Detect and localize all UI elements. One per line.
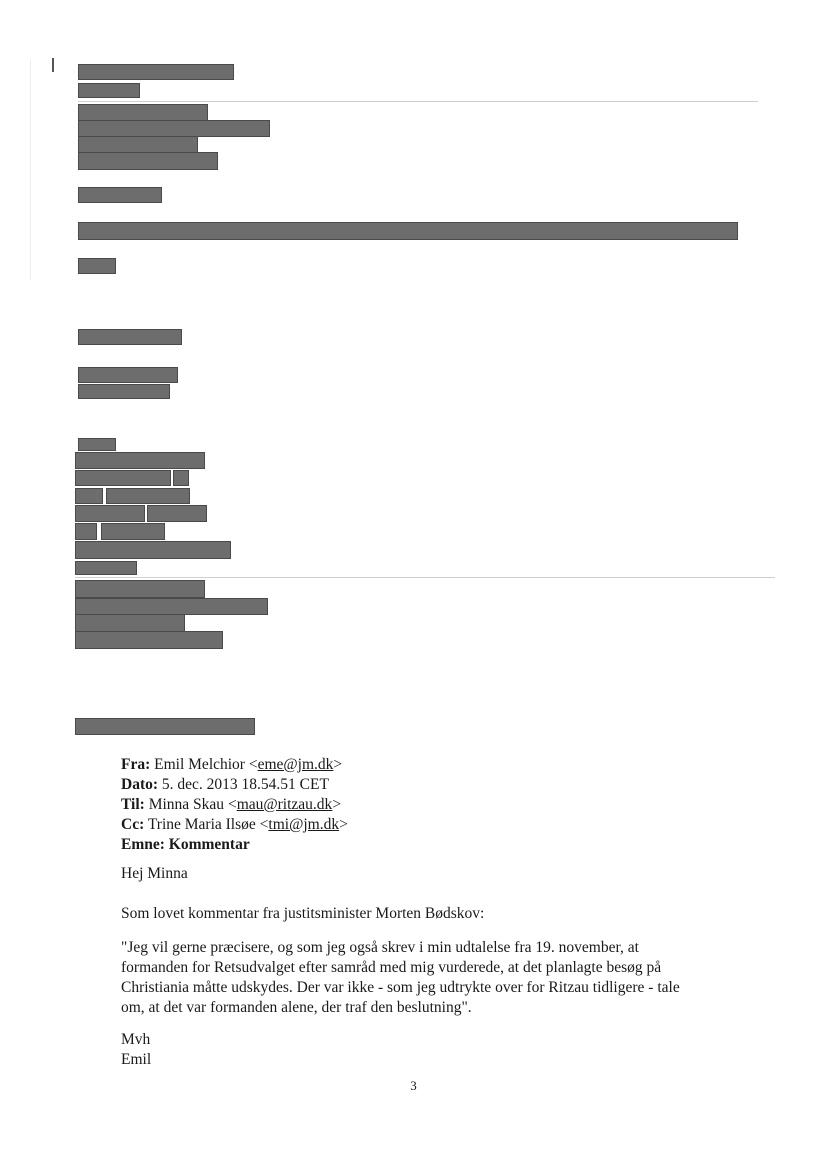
subject-row [121,835,348,855]
cc-label: Cc: [121,816,145,833]
redaction-block [75,452,205,469]
quote-line: formanden for Retsudvalget efter samråd med mig vurderede, at det planlagte besøg på [121,959,662,976]
email-quote [121,938,721,1018]
redaction-block [147,505,207,522]
redaction-block [173,470,189,486]
redaction-block [78,83,140,98]
redaction-block [101,523,165,540]
divider-line [78,101,758,102]
date-label: Dato: [121,776,159,793]
redaction-block [75,561,137,575]
redaction-block [75,470,171,486]
email-greeting: Hej Minna [121,865,188,882]
redaction-block [78,64,234,80]
redaction-block [75,488,103,504]
date-value: 5. dec. 2013 18.54.51 CET [161,776,329,793]
redaction-block [78,367,178,383]
redaction-block [75,718,255,735]
to-name: Minna Skau [148,796,225,813]
cc-email-link[interactable]: tmi@jm.dk [268,816,340,833]
cc-name: Trine Maria Ilsøe [147,816,256,833]
from-row: Fra: Emil Melchior <eme@jm.dk> [121,756,343,773]
redaction-block [78,329,182,345]
redaction-block [78,187,162,203]
redaction-block [78,258,116,274]
quote-line: "Jeg vil gerne præcisere, og som jeg også skrev i min udtalelse fra 19. november, at [121,939,639,956]
quote-line: om, at det var formanden alene, der traf den beslutning". [121,999,472,1016]
scan-margin-line [30,60,31,280]
cc-row: Cc: Trine Maria Ilsøe <tmi@jm.dk> [121,816,348,833]
from-name: Emil Melchior [154,756,245,773]
redaction-block [75,523,97,540]
to-label: Til: [121,796,145,813]
subject-label: Emne: [121,836,165,853]
to-row: Til: Minna Skau <mau@ritzau.dk> [121,796,342,813]
redaction-block [75,598,268,615]
redaction-block [78,152,218,170]
email-signoff: Mvh [121,1031,151,1048]
redaction-block [75,631,223,649]
redaction-block [75,614,185,632]
redaction-block [78,438,116,451]
redaction-block [78,222,738,240]
from-label: Fra: [121,756,151,773]
from-email-link[interactable]: eme@jm.dk [257,756,334,773]
email-intro: Som lovet kommentar fra justitsminister Morten Bødskov: [121,905,485,922]
redaction-block [75,541,231,559]
redaction-block [75,505,145,522]
redaction-block [78,384,170,399]
page-number: 3 [410,1078,417,1093]
to-email-link[interactable]: mau@ritzau.dk [236,796,333,813]
divider-line [75,577,775,578]
redaction-block [106,488,190,504]
email-header [121,755,348,855]
subject-value: Kommentar [168,836,250,853]
redaction-block [75,580,205,598]
redaction-block [78,136,198,153]
quote-line: Christiania måtte udskydes. Der var ikke - som jeg udtrykte over for Ritzau tidligere - tale [121,979,680,996]
email-signature: Emil [121,1051,152,1068]
date-row [121,775,348,795]
scan-margin-mark [52,58,54,72]
redaction-block [78,120,270,137]
